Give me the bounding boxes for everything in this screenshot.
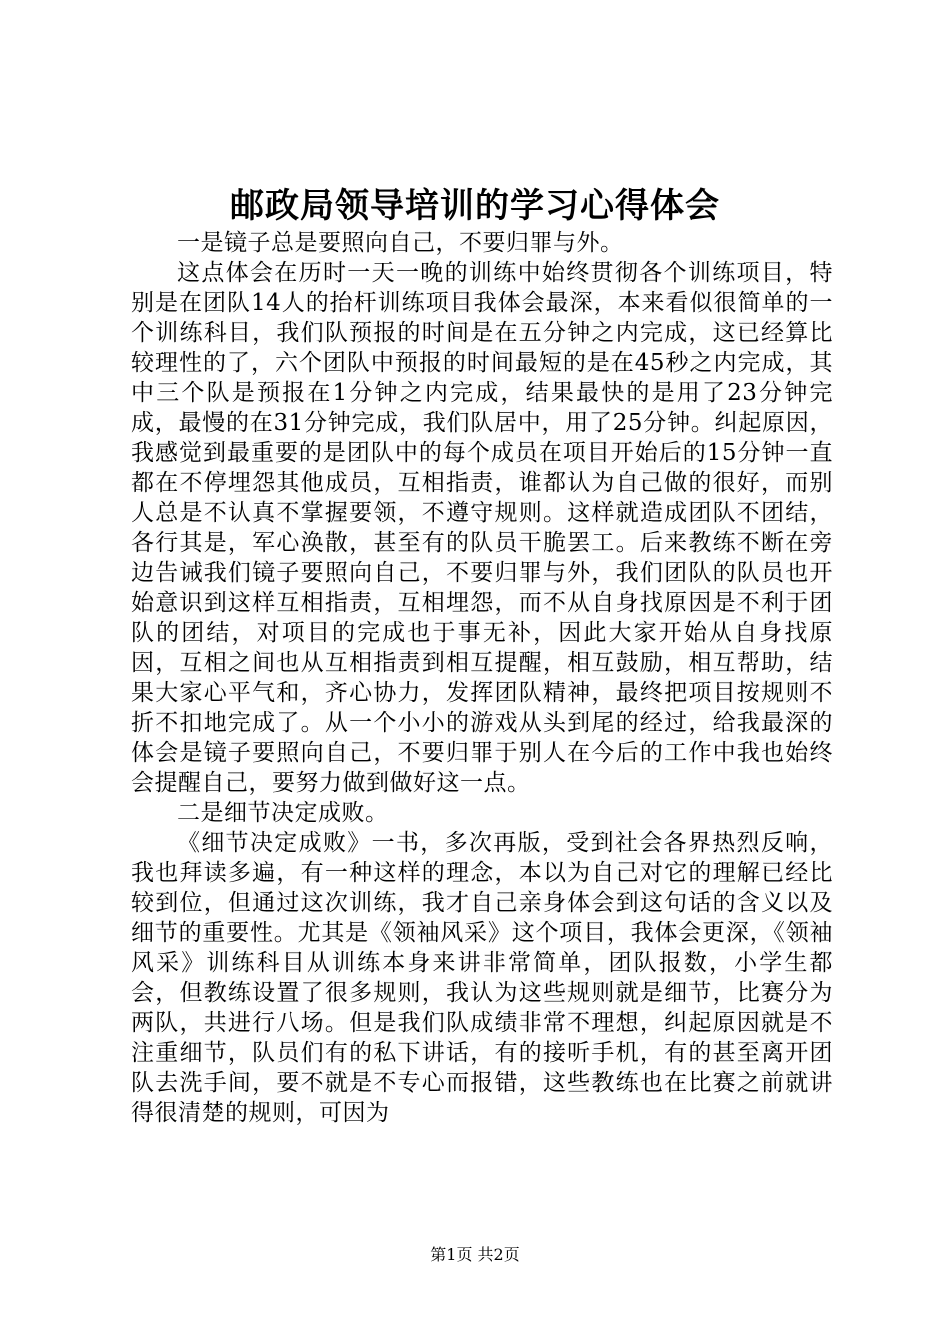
paragraph-point-two-detail: 《细节决定成败》一书，多次再版，受到社会各界热烈反响，我也拜读多遍，有一种这样的理念，本以为自己对它的理解已经比较到位，但通过这次训练，我才自己亲身体会到这句话的含义以及细节的重要性。尤其是《领袖风采》这个项目，我体会更深，《领袖风采》训练科目从训练本身来讲非常简单，团队报数，小学生都会，但教练设置了很多规则，我认为这些规则就是细节，比赛分为两队，共进行八场。但是我们队成绩非常不理想，纠起原因就是不注重细节，队员们有的私下讲话，有的接听手机，有的甚至离开团队去洗手间，要不就是不专心而报错，这些教练也在比赛之前就讲得很清楚的规则，可因为 [131, 830, 833, 1126]
paragraph-point-one: 一是镜子总是要照向自己，不要归罪与外。 [177, 230, 624, 256]
paragraph-point-two: 二是细节决定成败。 [177, 800, 389, 826]
page-title: 邮政局领导培训的学习心得体会 [230, 186, 720, 226]
paragraph-point-one-detail: 这点体会在历时一天一晚的训练中始终贯彻各个训练项目，特别是在团队14人的抬杆训练项目我体会最深，本来看似很简单的一个训练科目，我们队预报的时间是在五分钟之内完成，这已经算比较理性的了，六个团队中预报的时间最短的是在45秒之内完成，其中三个队是预报在1分钟之内完成，结果最快的是用了23分钟完成，最慢的在31分钟完成，我们队居中，用了25分钟。纠起原因，我感觉到最重要的是团队中的每个成员在项目开始后的15分钟一直都在不停埋怨其他成员，互相指责，谁都认为自己做的很好，而别人总是不认真不掌握要领，不遵守规则。这样就造成团队不团结，各行其是，军心涣散，甚至有的队员干脆罢工。后来教练不断在旁边告诫我们镜子要照向自己，不要归罪与外，我们团队的队员也开始意识到这样互相指责，互相埋怨，而不从自身找原因是不利于团队的团结，对项目的完成也于事无补，因此大家开始从自身找原因，互相之间也从互相指责到相互提醒，相互鼓励，相互帮助，结果大家心平气和，齐心协力，发挥团队精神，最终把项目按规则不折不扣地完成了。从一个小小的游戏从头到尾的经过，给我最深的体会是镜子要照向自己，不要归罪于别人在今后的工作中我也始终会提醒自己，要努力做到做好这一点。 [131, 260, 833, 796]
document-body [131, 228, 833, 1128]
page-footer: 第1页 共2页 [430, 1245, 520, 1264]
